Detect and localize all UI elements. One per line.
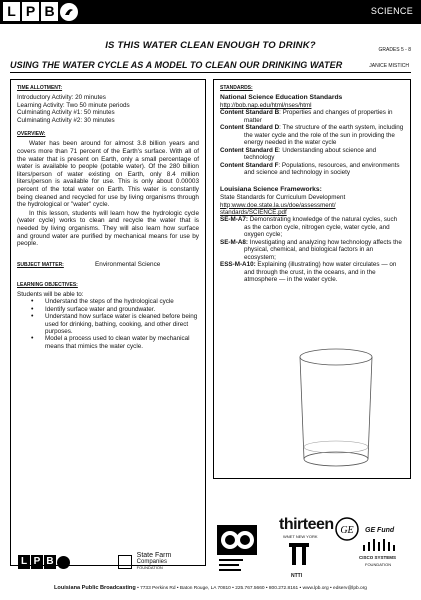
overview-paragraph: In this lesson, students will learn how the hydrologic cycle (water cycle) works to clean and recycle the water that is needed by living organisms. They will also learn how surface and ground water are purified by mechanical means for use by people.	[17, 209, 199, 248]
header-bar	[0, 0, 421, 24]
list-item: • Identify surface water and groundwater.	[31, 306, 199, 313]
sponsor-logos	[213, 485, 411, 583]
svg-text:GE: GE	[340, 525, 354, 536]
objectives-heading: LEARNING OBJECTIVES:	[17, 281, 78, 288]
national-standards-title: National Science Education Standards	[220, 94, 343, 101]
objectives-list	[31, 298, 199, 350]
ge-fund-label: GE Fund	[365, 527, 395, 534]
cpb-logo	[217, 525, 257, 575]
state-farm-icon	[118, 555, 132, 569]
thirteen-logo: thirteen	[279, 516, 334, 533]
subject-matter-value: Environmental Science	[95, 260, 161, 268]
grades-label: GRADES 5 - 8	[378, 47, 411, 53]
subject-matter-heading: SUBJECT MATTER:	[17, 261, 64, 268]
author-name: JANICE MISTICH	[369, 63, 409, 69]
overview-heading: OVERVIEW:	[17, 131, 46, 138]
logo-letter: B	[44, 555, 56, 569]
lpb-footer-logo	[18, 555, 70, 569]
left-column	[10, 79, 206, 566]
louisiana-frameworks-title: Louisiana Science Frameworks:	[220, 185, 322, 193]
ge-icon	[335, 517, 359, 541]
louisiana-subtitle: State Standards for Curriculum Development	[220, 193, 346, 201]
pelican-icon	[60, 3, 78, 21]
standard-item: Content Standard B: Properties and changes of properties in matter	[220, 109, 393, 124]
objectives-intro: Students will be able to:	[17, 290, 84, 298]
lesson-title: IS THIS WATER CLEAN ENOUGH TO DRINK?	[105, 40, 316, 51]
louisiana-link[interactable]: http:www.doe.state.la.us/doe/assessment/	[220, 201, 336, 209]
lesson-subtitle: USING THE WATER CYCLE AS A MODEL TO CLEAN OUR DRINKING WATER	[10, 60, 343, 70]
overview-paragraph: Water has been around for almost 3.8 billion years and covers more than 71 percent of the Earth's surface. With all of the water that is present on Earth, only a small percentage of water is available to people (potable water). Of the 280 billion liters/person of water existing on Earth, only 8.4 million liters/person is available for use. This is only about 0.00003 percent of the total water on Earth. This water is constantly being cleaned and recycled for use by living organisms through the hydrological or "water" cycle.	[17, 140, 199, 209]
footer-address: • 7733 Perkins Rd • Baton Rouge, LA 70810 • 225.767.5660 • 800.272.8161 • www.lpb.org • edserv@lpb.org	[135, 586, 367, 591]
standards-heading: STANDARDS:	[220, 85, 253, 91]
title-rule	[10, 72, 411, 73]
standard-item: Content Standard F: Populations, resources, and environments and science and technology in society	[220, 161, 400, 177]
logo-letter: B	[41, 2, 58, 21]
ntti-icon	[289, 543, 309, 573]
list-item: • Understand the steps of the hydrological cycle	[31, 298, 199, 305]
ntti-label: NTTI	[291, 573, 303, 579]
time-line: Culminating Activity #2: 30 minutes	[17, 116, 115, 124]
pelican-icon	[57, 556, 70, 569]
thirteen-sub: WNET NEW YORK	[283, 534, 318, 539]
cisco-sub: FOUNDATION	[365, 562, 392, 567]
subject-label: SCIENCE	[370, 6, 413, 16]
standard-item: Content Standard E: Understanding about science and technology	[220, 146, 377, 162]
time-line: Culminating Activity #1: 50 minutes	[17, 109, 115, 117]
list-item: • Model a process used to clean water by mechanical means that mimics the water cycle.	[31, 335, 199, 350]
logo-letter: P	[22, 2, 39, 21]
footer-org: Louisiana Public Broadcasting	[54, 585, 136, 591]
time-line: Introductory Activity: 20 minutes	[17, 94, 106, 101]
footer	[0, 585, 421, 591]
logo-letter: L	[3, 2, 20, 21]
standard-item: Content Standard D: The structure of the earth system, including the water cycle and the role of the sun in providing the energy needed in the water cycle	[220, 124, 404, 147]
time-allotment-heading: TIME ALLOTMENT:	[17, 85, 63, 91]
louisiana-link[interactable]: standards/SCIENCE.pdf	[220, 208, 287, 216]
state-farm-logo: State Farm Companies FOUNDATION	[118, 553, 171, 571]
subject-matter-row	[17, 261, 199, 268]
beaker-illustration	[296, 347, 376, 469]
cisco-icon	[361, 539, 397, 553]
logo-letter: P	[31, 555, 43, 569]
national-standards-link[interactable]: http://bob.nap.edu/html/nses/html	[220, 102, 312, 109]
cisco-label: CISCO SYSTEMS	[359, 555, 397, 560]
right-column	[213, 79, 411, 479]
time-line: Learning Activity: Two 50 minute periods	[17, 101, 130, 109]
lpb-logo	[3, 2, 78, 21]
logo-letter: L	[18, 555, 30, 569]
standard-item: ESS-M-A10: Explaining (illustrating) how water circulates — on and through the crust, in the oceans, and in the atmosphere — in the water cycle.	[220, 261, 397, 284]
standard-item: SE-M-A8: Investigating and analyzing how technology affects the physical, chemical, and biological factors in an ecosystem;	[220, 238, 402, 261]
standard-item: SE-M-A7: Demonstrating knowledge of the natural cycles, such as the carbon cycle, nitrogen cycle, water cycle, and oxygen cycle;	[220, 216, 398, 239]
list-item: • Understand how surface water is cleaned before being used for drinking, bathing, cooking, and other direct purposes.	[31, 313, 199, 335]
